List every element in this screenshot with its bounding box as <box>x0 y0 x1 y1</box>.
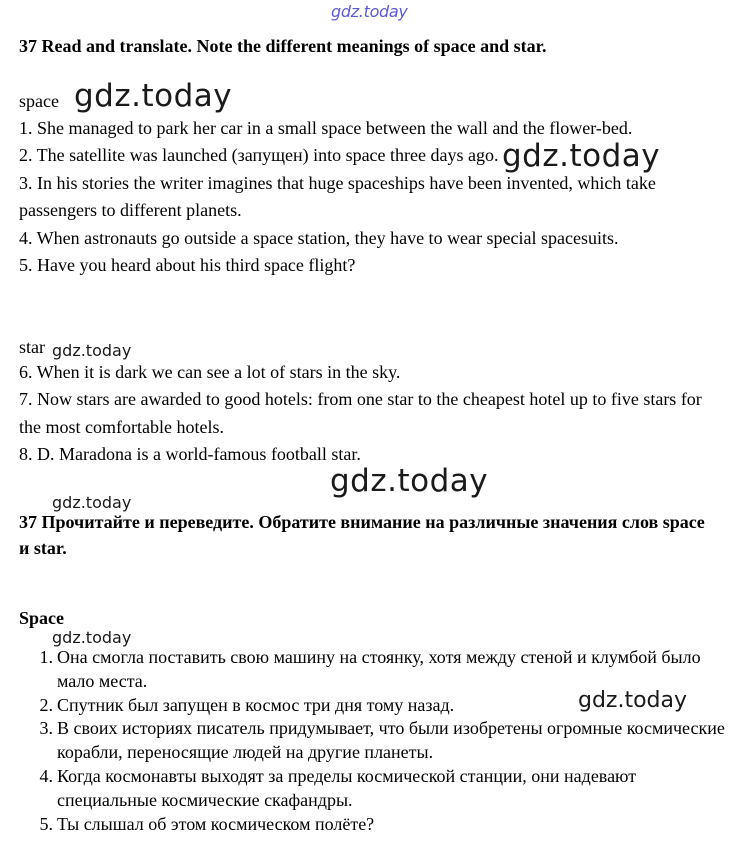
watermark-ru-space: gdz.today <box>52 628 132 647</box>
watermark-right-1: gdz.today <box>502 138 661 174</box>
russian-item-number: 1. <box>39 647 53 667</box>
watermark-space-label: gdz.today <box>74 78 233 114</box>
russian-item-1 <box>19 646 729 694</box>
russian-item-text: Ты слышал об этом космическом полёте? <box>57 813 375 834</box>
watermark-star-label: gdz.today <box>52 341 132 360</box>
english-sentence-2: 2. The satellite was launched (запущен) into space three days ago. <box>19 145 499 166</box>
russian-item-number: 2. <box>39 694 53 715</box>
english-sentence-4: 4. When astronauts go outside a space station, they have to wear special spacesuits. <box>19 227 619 248</box>
russian-item-number: 3. <box>39 718 53 739</box>
russian-item-text: Когда космонавты выходят за пределы космической станции, они надевают специальные космические скафандры. <box>57 765 637 810</box>
russian-item-text: Спутник был запущен в космос три дня тому назад. <box>57 694 455 715</box>
english-sentence-7: 7. Now stars are awarded to good hotels: from one star to the cheapest hotel up to five stars for the most comfortable hotels. <box>19 389 702 437</box>
english-star-label: star <box>19 337 45 357</box>
english-star-list <box>19 359 719 469</box>
russian-item-4 <box>19 765 729 813</box>
english-space-label: space <box>19 91 59 111</box>
english-sentence-1: 1. She managed to park her car in a small space between the wall and the flower-bed. <box>19 118 633 138</box>
russian-item-number: 4. <box>39 765 53 786</box>
watermark-top: gdz.today <box>331 2 408 21</box>
english-space-list <box>19 115 719 279</box>
watermark-center: gdz.today <box>330 463 489 499</box>
russian-item-number: 5. <box>39 813 53 834</box>
russian-item-text: В своих историях писатель придумывает, что были изобретены огромные космические корабли, переносящие людей на другие планеты. <box>57 718 725 763</box>
english-sentence-3: 3. In his stories the writer imagines that huge spaceships have been invented, which take passengers to different planets. <box>19 172 656 221</box>
russian-item-text: Она смогла поставить свою машину на стоянку, хотя между стеной и клумбой было мало места. <box>57 647 701 691</box>
russian-translation-list <box>19 646 729 836</box>
russian-item-2 <box>19 694 729 718</box>
english-sentence-6: 6. When it is dark we can see a lot of stars in the sky. <box>19 362 401 382</box>
watermark-ru-title: gdz.today <box>52 493 132 512</box>
russian-item-3 <box>19 717 729 765</box>
russian-space-label: Space <box>19 608 64 628</box>
russian-item-5 <box>19 813 729 837</box>
russian-title: 37 Прочитайте и переведите. Обратите внимание на различные значения слов space и star. <box>19 512 705 558</box>
english-sentence-5: 5. Have you heard about his third space flight? <box>19 255 356 276</box>
english-sentence-8: 8. D. Maradona is a world-famous football star. <box>19 444 361 465</box>
watermark-ru-right: gdz.today <box>578 688 688 713</box>
english-title: 37 Read and translate. Note the different meanings of space and star. <box>19 36 547 56</box>
